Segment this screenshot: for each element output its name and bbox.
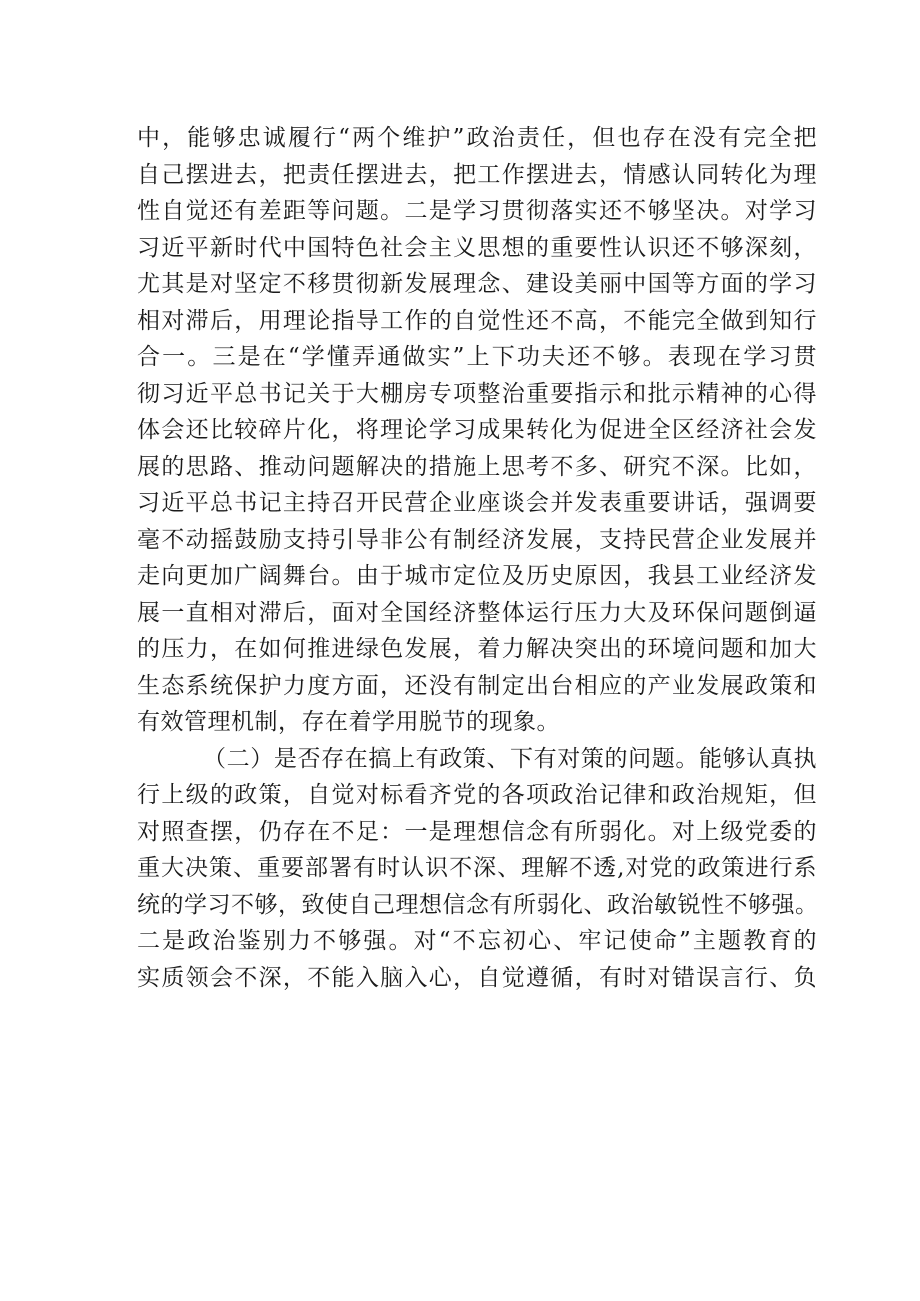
text-line: 对照查摆，仍存在不足：一是理想信念有所弱化。对上级党委的 [137, 818, 817, 845]
paragraph-end-line: 有效管理机制，存在着学用脱节的现象。 [137, 709, 560, 735]
text-line: 合一。三是在“学懂弄通做实”上下功夫还不够。表现在学习贯 [137, 344, 817, 370]
text-line: 行上级的政策，自觉对标看齐党的各项政治记律和政治规矩，但 [137, 782, 817, 808]
text-line: 二是政治鉴别力不够强。对“不忘初心、牢记使命”主题教育的 [137, 928, 817, 954]
text-line: 统的学习不够，致使自己理想信念有所弱化、政治敏锐性不够强。 [137, 891, 819, 918]
text-line: 展一直相对滞后，面对全国经济整体运行压力大及环保问题倒逼 [137, 599, 817, 626]
text-line: 展的思路、推动问题解决的措施上思考不多、研究不深。比如， [137, 453, 817, 480]
text-line: 生态系统保护力度方面，还没有制定出台相应的产业发展政策和 [137, 672, 817, 699]
text-line: 尤其是对坚定不移贯彻新发展理念、建设美丽中国等方面的学习 [137, 271, 817, 297]
text-line: 习近平总书记主持召开民营企业座谈会并发表重要讲话，强调要 [137, 490, 817, 516]
body-text [137, 120, 817, 996]
text-line: 的压力，在如何推进绿色发展，着力解决突出的环境问题和加大 [137, 636, 817, 662]
text-line: 彻习近平总书记关于大棚房专项整治重要指示和批示精神的心得 [137, 380, 817, 407]
text-line: 体会还比较碎片化，将理论学习成果转化为促进全区经济社会发 [137, 417, 817, 443]
text-line: 性自觉还有差距等问题。二是学习贯彻落实还不够坚决。对学习 [137, 198, 817, 224]
text-line: 毫不动摇鼓励支持引导非公有制经济发展，支持民营企业发展并 [137, 526, 817, 553]
text-line: 相对滞后，用理论指导工作的自觉性还不高，不能完全做到知行 [137, 307, 817, 334]
text-line: 实质领会不深，不能入脑入心，自觉遵循，有时对错误言行、负 [137, 964, 817, 991]
text-line: 自己摆进去，把责任摆进去，把工作摆进去，情感认同转化为理 [137, 161, 817, 188]
text-line: 中，能够忠诚履行“两个维护”政治责任，但也存在没有完全把 [137, 125, 817, 151]
text-line: 重大决策、重要部署有时认识不深、理解不透,对党的政策进行系 [137, 855, 817, 881]
section-heading-line: （二）是否存在搞上有政策、下有对策的问题。能够认真执 [203, 745, 817, 772]
text-line: 习近平新时代中国特色社会主义思想的重要性认识还不够深刻， [137, 234, 817, 261]
text-line: 走向更加广阔舞台。由于城市定位及历史原因，我县工业经济发 [137, 563, 817, 589]
